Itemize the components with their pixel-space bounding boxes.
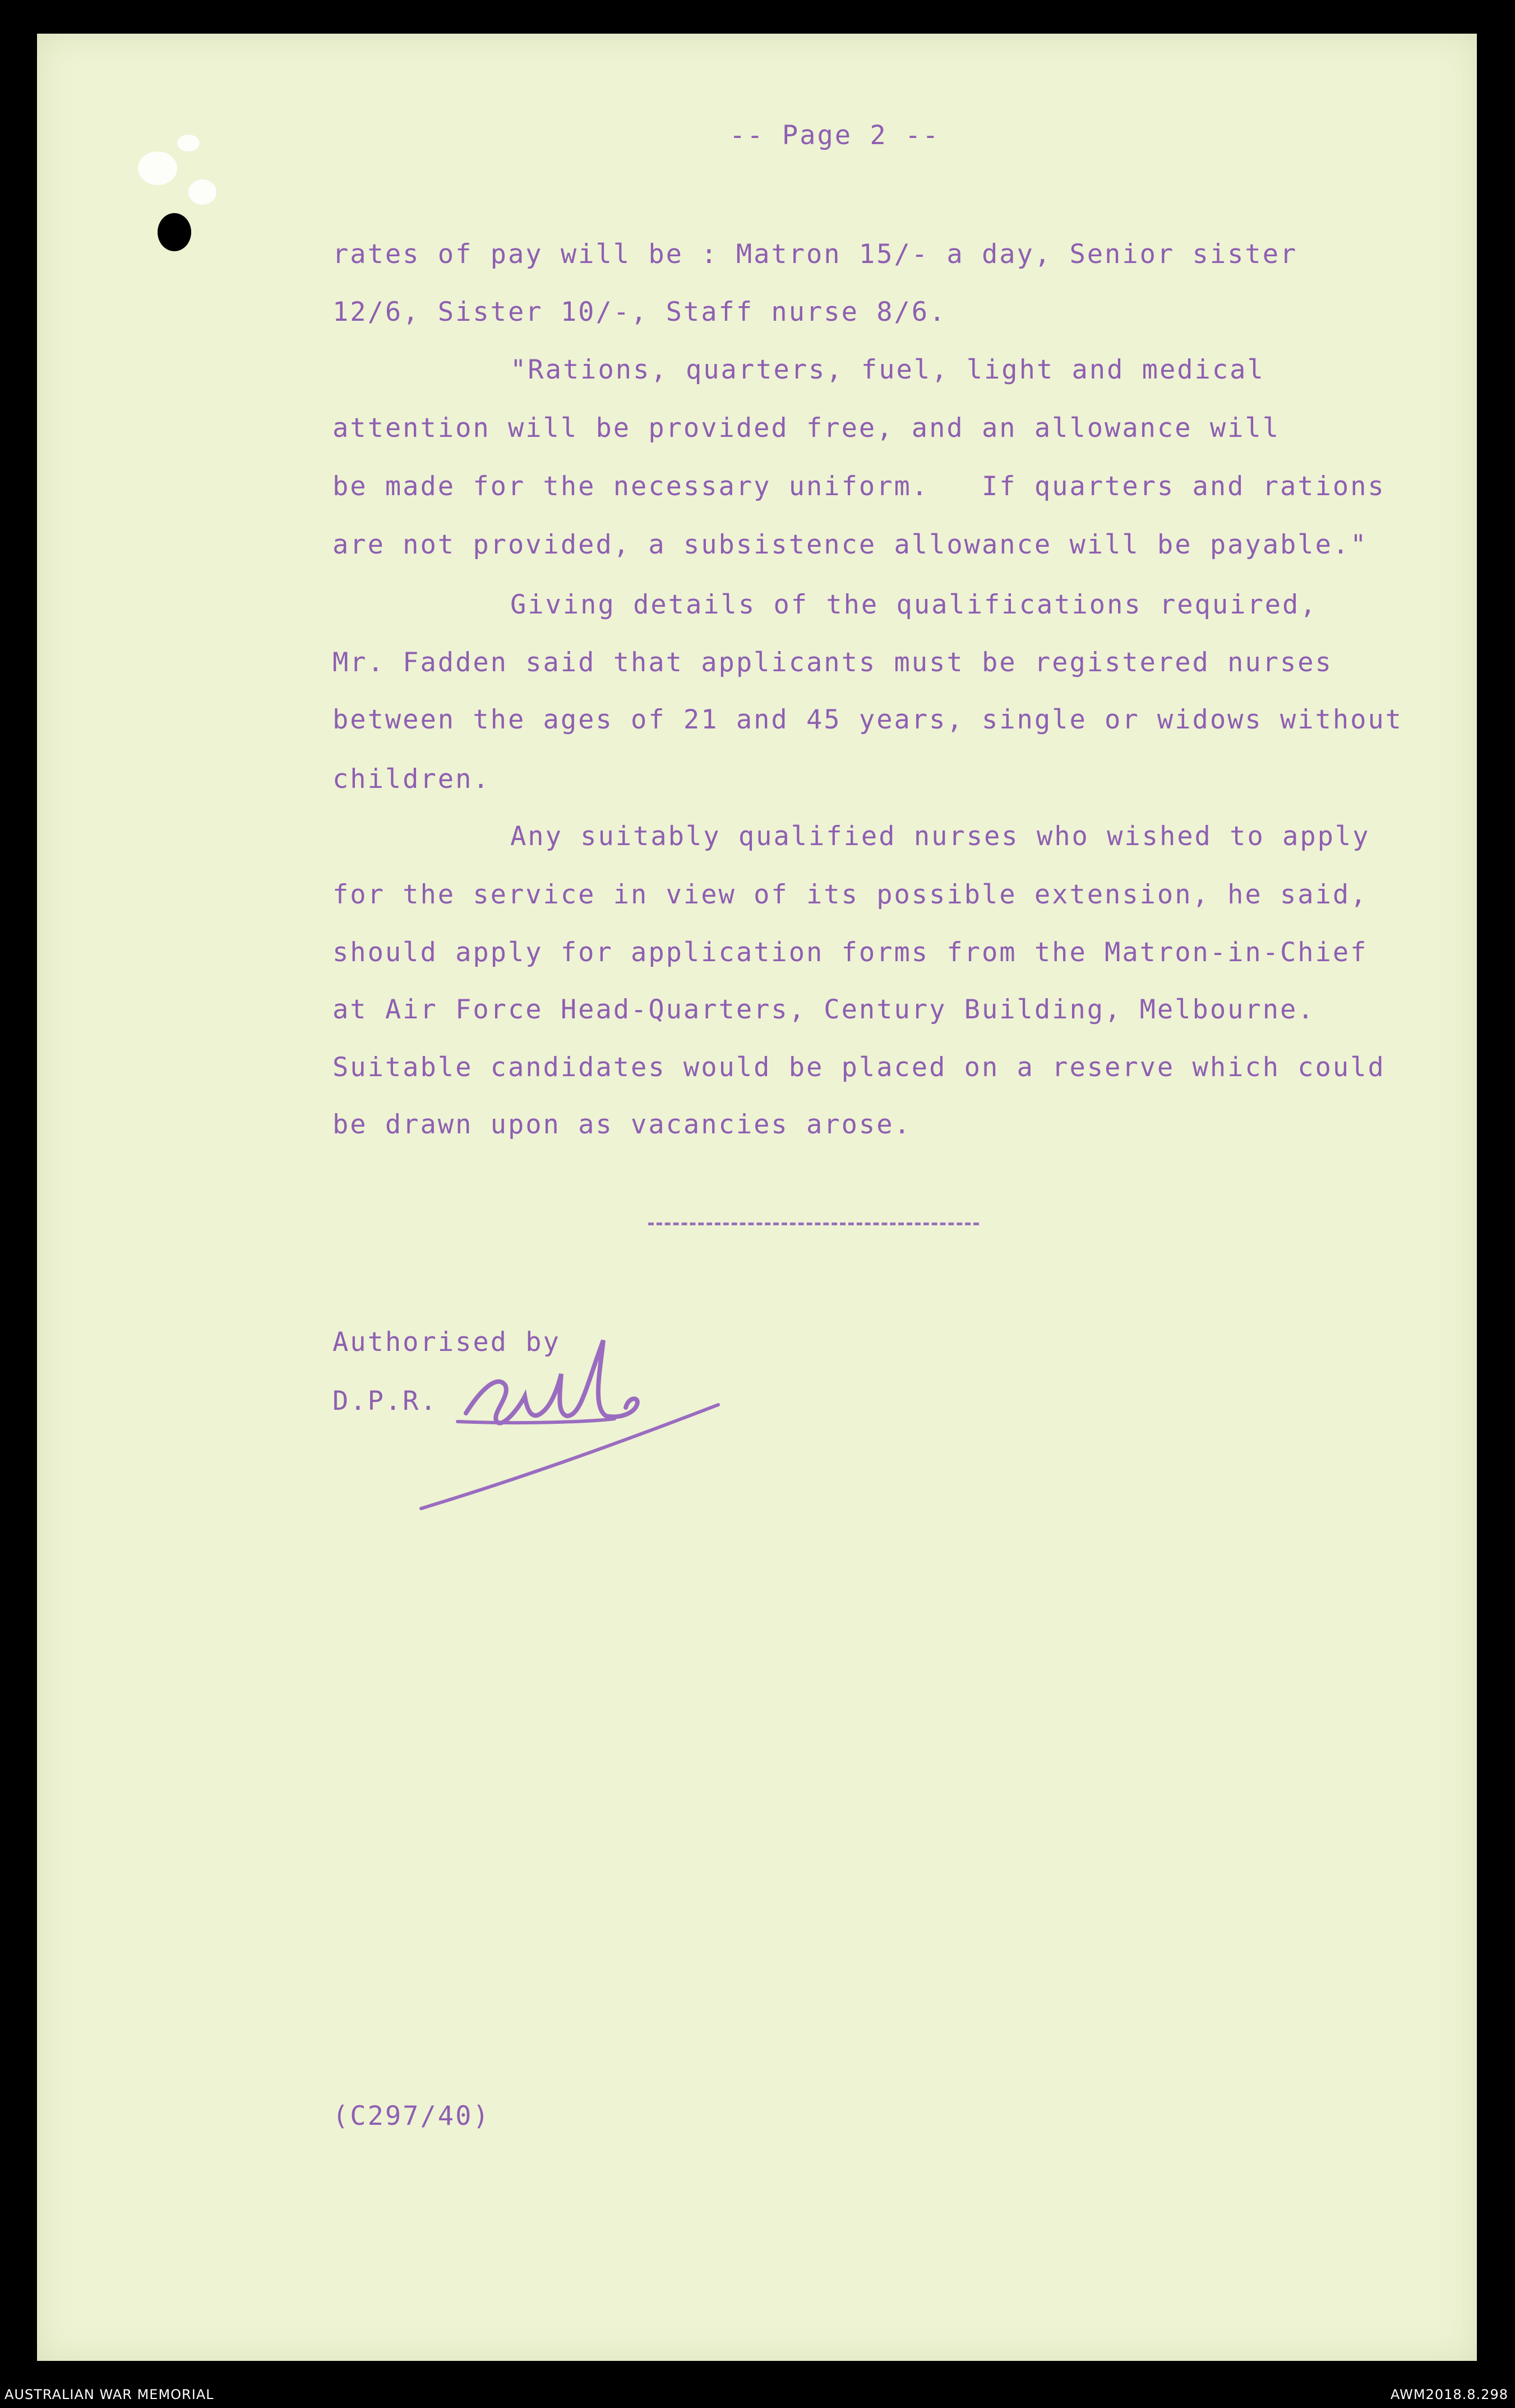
body-line: be drawn upon as vacancies arose. [332,1109,912,1140]
body-line: be made for the necessary uniform. If quarters and rations [332,471,1385,502]
body-line: "Rations, quarters, fuel, light and medical [510,354,1265,385]
body-line: Suitable candidates would be placed on a reserve which could [332,1052,1385,1083]
signature [413,1301,738,1525]
body-line: for the service in view of its possible extension, he said, [332,879,1368,910]
body-line: attention will be provided free, and an allowance will [332,413,1281,444]
body-line: 12/6, Sister 10/-, Staff nurse 8/6. [332,297,947,327]
paper-damage [177,135,200,151]
section-divider [648,1223,979,1225]
body-line: children. [332,764,491,795]
body-line: rates of pay will be : Matron 15/- a day, Senior sister [332,239,1298,270]
archive-credit: AUSTRALIAN WAR MEMORIAL [4,2387,214,2402]
punch-hole [158,213,191,251]
body-line: between the ages of 21 and 45 years, single or widows without [332,704,1403,735]
body-line: should apply for application forms from the Matron-in-Chief [332,937,1368,968]
paper-damage [138,151,177,185]
dpr-label: D.P.R. [332,1386,438,1417]
body-line: Mr. Fadden said that applicants must be registered nurses [332,647,1333,678]
page-number-header: -- Page 2 -- [729,120,940,151]
paper-damage [188,179,216,205]
document-page [37,34,1477,2361]
body-line: are not provided, a subsistence allowance will be payable." [332,529,1368,560]
reference-number: (C297/40) [332,2101,491,2132]
authorised-by-label: Authorised by [332,1327,561,1358]
body-line: Giving details of the qualifications required, [510,589,1318,620]
body-line: at Air Force Head-Quarters, Century Building, Melbourne. [332,994,1315,1025]
archive-item-id: AWM2018.8.298 [1391,2387,1508,2402]
body-line: Any suitably qualified nurses who wished to apply [510,821,1370,852]
